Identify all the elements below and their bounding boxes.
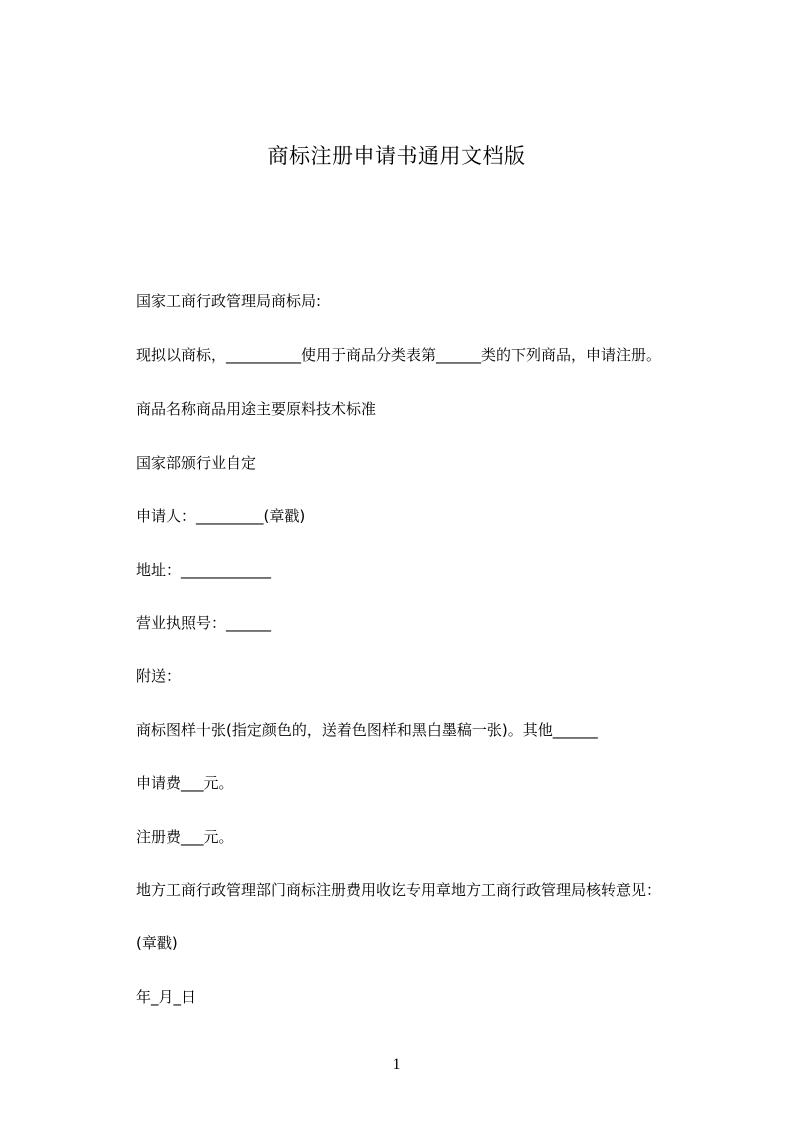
paragraph-application-statement: 现拟以商标，__________使用于商品分类表第______类的下列商品，申请注册。 <box>136 346 662 364</box>
paragraph-seal: (章戳) <box>136 934 178 952</box>
paragraph-business-license: 营业执照号：______ <box>136 614 272 632</box>
paragraph-registration-fee: 注册费___元。 <box>136 828 234 846</box>
paragraph-date: 年_月_日 <box>136 988 197 1006</box>
paragraph-trademark-samples: 商标图样十张(指定颜色的，送着色图样和黑白墨稿一张)。其他______ <box>136 721 598 739</box>
document-title: 商标注册申请书通用文档版 <box>267 144 526 168</box>
paragraph-addressee: 国家工商行政管理局商标局: <box>136 292 322 310</box>
page-number: 1 <box>392 1056 401 1073</box>
paragraph-applicant: 申请人：_________(章戳) <box>136 507 306 525</box>
paragraph-goods-header: 商品名称商品用途主要原料技术标准 <box>136 400 377 418</box>
paragraph-attachments-heading: 附送： <box>136 667 182 685</box>
paragraph-local-office-opinion: 地方工商行政管理部门商标注册费用收讫专用章地方工商行政管理局核转意见： <box>136 881 662 899</box>
paragraph-application-fee: 申请费___元。 <box>136 774 234 792</box>
paragraph-address: 地址：____________ <box>136 561 272 579</box>
paragraph-standard-types: 国家部颁行业自定 <box>136 454 257 472</box>
